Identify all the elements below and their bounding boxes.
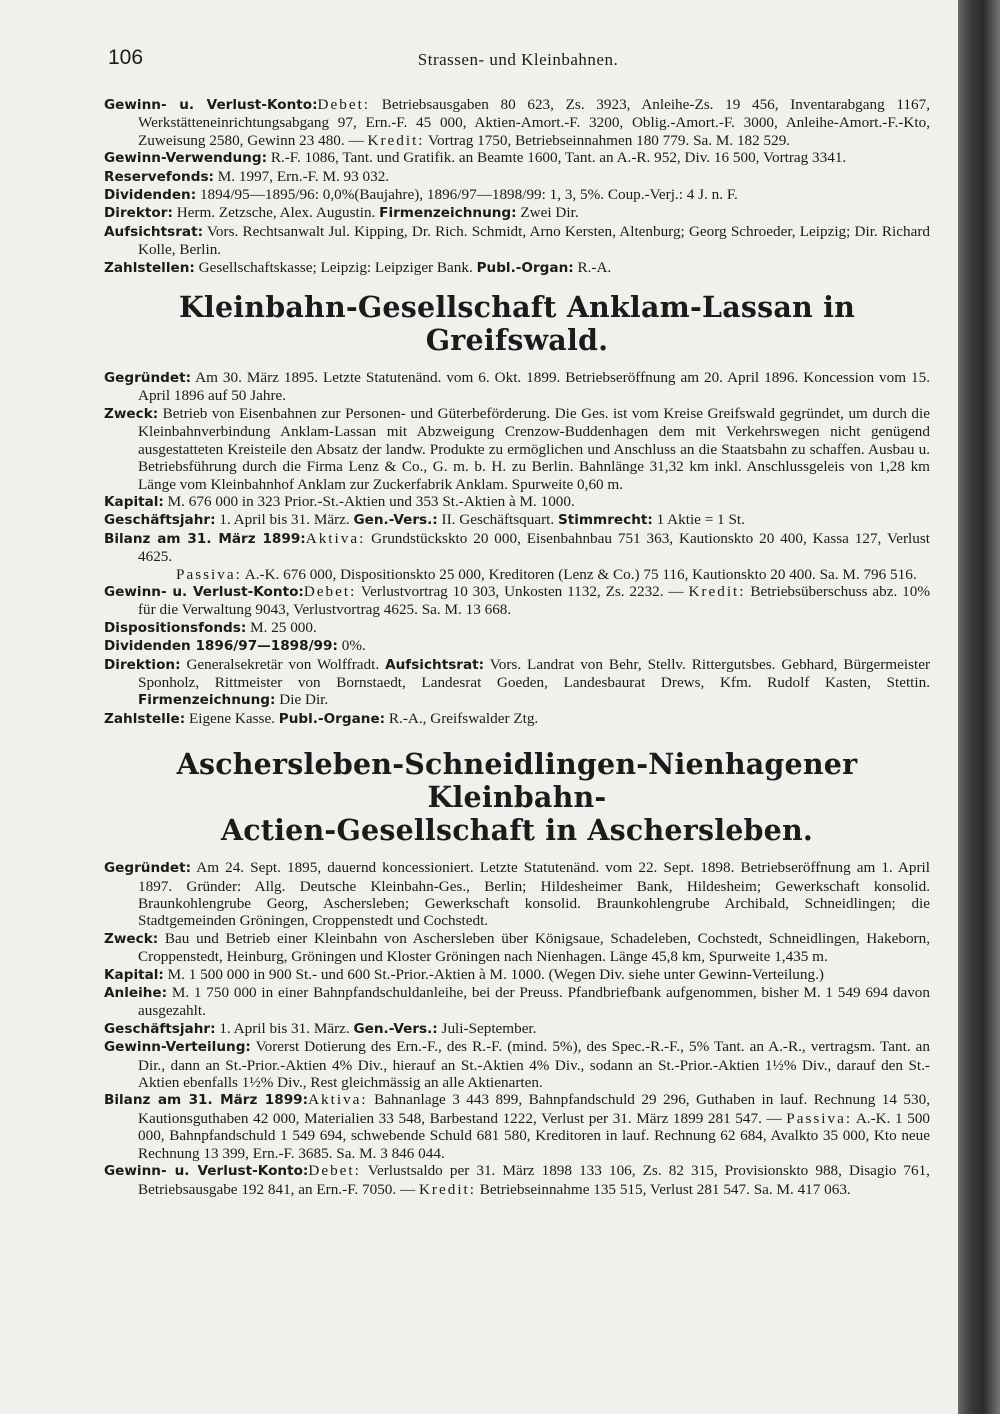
page-header [108,46,928,74]
entry-label: Zweck: [104,930,159,947]
entry-label: Geschäftsjahr: [104,1020,216,1037]
entry-text: Betriebsausgaben 80 623, Zs. 3923, Anleihe-Zs. 19 456, Inventarabgang 1167, Werkstätteneinrichtungsabgang 97, Ern.-F. 45 000, Aktien-Amort.-F. 3200, Oblig.-Amort.-F. 3000, Anleihe-Amort.-F.-Kto, Zuweisung 2580, Gewinn 23 480. — [138,96,930,149]
company-title-anklam-lassan: Kleinbahn-Gesellschaft Anklam-Lassan in Greifswald. [178,290,856,358]
entry-gewinn-u-verlust-konto [104,96,930,149]
entry-bilanz-am-31-märz-1899 [104,1091,930,1162]
entry-label: Gewinn-Verwendung: [104,150,268,167]
entry-zahlstellen [104,259,930,277]
entry-reservefonds [104,168,930,186]
entry-inline-label: Gen.-Vers.: [353,512,438,529]
entry-text: Betriebsüberschuss abz. 10% für die Verwaltung 9043, Verlustvortrag 4625. Sa. M. 13 668. [138,582,930,619]
entry-text: 1. April bis 31. März. [215,511,354,529]
entry-label: Anleihe: [104,985,168,1002]
entry-direktor [104,204,930,222]
entry-text: Die Dir. [275,691,329,709]
entry-text: R.-F. 1086, Tant. und Gratifik. an Beamte 1600, Tant. an A.-R. 952, Div. 16 500, Vortrag 3341. [267,149,847,167]
entry-label: Bilanz am 31. März 1899: [104,1092,309,1109]
page-body [104,96,930,1198]
entry-label: Aufsichtsrat: [104,223,203,240]
entry-aufsichtsrat [104,223,930,259]
entry-label: Zahlstellen: [104,259,195,276]
entry-label: Kapital: [104,493,164,510]
entry-text: R.-A. [573,258,612,276]
subheading-debet: Debet: [317,96,371,113]
entry-inline-label: Aufsichtsrat: [385,656,485,673]
entry-text: Generalsekretär von Wolffradt. [180,655,386,673]
entry-text: M. 1 500 000 in 900 St.- und 600 St.-Prior.-Aktien à M. 1000. (Wegen Div. siehe unter Gewinn-Verteilung.) [163,965,824,983]
entry-inline-label: Publ.-Organe: [278,710,386,727]
entry-text: Verlustvortrag 10 303, Unkosten 1132, Zs. 2232. — [356,582,689,600]
entry-label: Direktion: [104,656,181,673]
entry-label: Gewinn- u. Verlust-Konto: [104,583,304,600]
entry-kapital [104,966,930,984]
entry-text: R.-A., Greifswalder Ztg. [385,709,539,727]
page-number: 106 [108,46,144,69]
entry-label: Dividenden: [104,187,197,204]
entry-gegründet [104,859,930,930]
entry-label: Gewinn-Verteilung: [104,1039,251,1056]
company-title-aschersleben [104,748,930,847]
entry-label: Gewinn- u. Verlust-Konto: [104,97,318,113]
entry-text: 1894/95—1895/96: 0,0%(Baujahre), 1896/97—1898/99: 1, 3, 5%. Coup.-Verj.: 4 J. n. F. [196,186,738,204]
entry-text: Am 24. Sept. 1895, dauernd koncessioniert. Letzte Statutenänd. vom 22. Sept. 1898. Betriebseröffnung am 1. April 1897. Gründer: Allg. Deutsche Kleinbahn-Ges., Berlin; Hildesheimer Bank, Hildesheim; Gewerkschaft konsolid. Braunkohlengrube Georg, Aschersleben; Gewerkschaft konsolid. Braunkohlengrube Archibald, Schneidlingen; die Stadtgemeinden Gröningen, Croppenstedt und Cochstedt. [138,859,930,930]
entry-gewinn-u-verlust-konto [104,1162,930,1198]
running-title: Strassen- und Kleinbahnen. [417,50,619,69]
entry-text: Betriebseinnahme 135 515, Verlust 281 547. Sa. M. 417 063. [476,1180,851,1198]
entry-text: Vors. Landrat von Behr, Stellv. Rittergutsbes. Gebhard, Bürgermeister Sponholz, Rittmeister von Bornstaedt, Landesrat Goeden, Landesbaurat Drews, Kfm. Rudolf Kasten, Stettin. [138,655,930,691]
entry-inline-label: Firmenzeichnung: [138,692,276,709]
entry-text: Betrieb von Eisenbahnen zur Personen- und Güterbeförderung. Die Ges. ist vom Kreise Greifswald gegründet, um durch die Kleinbahnverbindung Anklam-Lassan mit Abzweigung Crenzow-Buddenhagen dem mit Verkehrswegen nicht genügend ausgestatteten Kreisteile den Absatz der landw. Produkte zu ermöglichen und Anschluss an die Staatsbahn zu schaffen. Ausbau u. Betriebsführung durch die Firma Lenz & Co., G. m. b. H. zu Berlin. Bahnlänge 31,32 km inkl. Anschlussgeleis von 1,28 km Länge vom Kleinbahnhof Anklam zur Zuckerfabrik Anklam. Spurweite 0,60 m. [138,404,930,493]
entry-text: Eigene Kasse. [185,709,279,727]
entry-label: Dividenden 1896/97—1898/99: [104,638,338,655]
subheading-aktiva: Aktiva: [305,529,366,547]
entry-text: 1. April bis 31. März. [215,1019,354,1037]
entry-text: Zwei Dir. [516,204,579,222]
entry-dividenden [104,186,930,204]
entry-text: A.-K. 1 500 000, Bahnpfandschuld 1 549 694, schwebende Schuld 681 580, Kreditoren in lauf. Rechnung 62 684, Avalkto 35 000, Kto neue Rechnung 13 399, Ern.-F. 3685. Sa. M. 3 846 044. [138,1109,931,1162]
section-anklam-lassan [104,369,930,728]
entry-label: Zahlstelle: [104,710,186,727]
entry-label: Bilanz am 31. März 1899: [104,530,306,547]
entry-text: Verlustsaldo per 31. März 1898 133 106, Zs. 82 315, Provisionskto 988, Disagio 761, Betriebsausgabe 192 841, an Ern.-F. 7050. — [138,1162,930,1198]
entry-text: Grundstückskto 20 000, Eisenbahnbau 751 363, Kautionskto 20 400, Kassa 127, Verlust 4625. [138,529,930,566]
entry-label: Dispositionsfonds: [104,619,247,636]
entry-gegründet [104,369,930,405]
entry-label: Geschäftsjahr: [104,512,216,529]
entry-text: 1 Aktie = 1 St. [652,511,745,529]
entry-text: Bahnanlage 3 443 899, Bahnpfandschuld 29 296, Guthaben in lauf. Rechnung 14 530, Kautionsguthaben 42 000, Materialien 33 548, Barbestand 1222, Verlust per 31. März 1899 281 547. — [138,1091,930,1127]
entry-passiva [104,566,930,583]
entry-dispositionsfonds [104,619,930,637]
entry-text: M. 1997, Ern.-F. M. 93 032. [213,167,390,185]
entry-kapital [104,493,930,511]
entry-geschäftsjahr [104,1020,930,1038]
subheading-debet: Debet: [308,1162,361,1180]
entry-label: Gegründet: [104,370,192,387]
subheading-debet: Debet: [303,582,357,600]
company-title-line-2: Actien-Gesellschaft in Aschersleben. [220,813,814,848]
entry-text: Am 30. März 1895. Letzte Statutenänd. vom 6. Okt. 1899. Betriebseröffnung am 20. April 1896. Koncession vom 15. April 1896 auf 50 Jahre. [138,369,930,405]
entry-label: Reservefonds: [104,168,214,185]
entry-zahlstelle [104,710,930,728]
entry-text: Bau und Betrieb einer Kleinbahn von Aschersleben über Königsaue, Schadeleben, Cochstedt, Schneidlingen, Hakeborn, Croppenstedt, Heinburg, Gröningen und Kloster Gröningen nach Nienhagen. Länge 45,8 km, Spurweite 1,435 m. [138,929,930,966]
entry-gewinn-verteilung [104,1038,930,1091]
entry-inline-label: Gen.-Vers.: [353,1020,438,1037]
entry-text: Gesellschaftskasse; Leipzig: Leipziger Bank. [194,258,477,276]
entry-label: Gewinn- u. Verlust-Konto: [104,1163,309,1180]
entry-geschäftsjahr [104,511,930,529]
entry-text: Vortrag 1750, Betriebseinnahmen 180 779. Sa. M. 182 529. [424,131,791,149]
entry-text: II. Geschäftsquart. [437,511,558,529]
entry-zweck [104,930,930,966]
entry-inline-label: Firmenzeichnung: [379,205,517,222]
entry-bilanz-am-31-märz-1899 [104,530,930,566]
entry-gewinn-u-verlust-konto [104,583,930,619]
subheading-kredit: Kredit: [418,1180,476,1198]
entry-text: Juli-September. [437,1019,537,1037]
entry-label: Zweck: [104,405,159,422]
entry-gewinn-verwendung [104,149,930,167]
entry-text: M. 1 750 000 in einer Bahnpfandschuldanleihe, bei der Preuss. Pfandbriefbank aufgenommen, bisher M. 1 549 694 davon ausgezahlt. [138,984,930,1020]
entry-direktion [104,656,930,710]
entry-text: A.-K. 676 000, Dispositionskto 25 000, Kreditoren (Lenz & Co.) 75 116, Kautionskto 20 400. Sa. M. 796 516. [241,565,917,583]
entry-anleihe [104,984,930,1020]
entry-label: Direktor: [104,205,173,222]
entry-label: Kapital: [104,966,164,983]
subheading-passiva: Passiva: [176,565,242,583]
entry-text: 0%. [337,637,366,655]
page-edge-shadow [958,0,1000,1414]
entry-text: Vorerst Dotierung des Ern.-F., des R.-F. (mind. 5%), des Spec.-R.-F., 5% Tant. an A.-R., vertragsm. Tant. an Dir., dann an St.-Prior.-Aktien 4% Div., hierauf an St.-Aktien 4% Div., sodann an St.-Prior.-Aktien 1½% Div., darauf den St.-Aktien ebenfalls 1½% Div., Rest gleichmässig an alle Aktienarten. [138,1038,930,1092]
entry-text: Herm. Zetzsche, Alex. Augustin. [172,204,380,222]
section-continued [104,96,930,277]
entry-label: Gegründet: [104,860,192,877]
subheading-passiva: Passiva: [786,1109,853,1127]
company-title-line-1: Aschersleben-Schneidlingen-Nienhagener Kleinbahn- [176,747,858,815]
section-aschersleben [104,859,930,1198]
subheading-aktiva: Aktiva: [308,1091,368,1109]
entry-text: M. 676 000 in 323 Prior.-St.-Aktien und 353 St.-Aktien à M. 1000. [163,492,575,510]
entry-zweck [104,405,930,493]
subheading-kredit: Kredit: [367,131,425,149]
entry-inline-label: Publ.-Organ: [476,259,574,276]
subheading-kredit: Kredit: [688,582,746,600]
entry-inline-label: Stimmrecht: [557,512,653,529]
entry-text: M. 25 000. [246,618,317,636]
entry-dividenden-1896-97-1898-99 [104,637,930,655]
entry-text: Vors. Rechtsanwalt Jul. Kipping, Dr. Rich. Schmidt, Arno Kersten, Altenburg; Georg Schroeder, Leipzig; Dir. Richard Kolle, Berlin. [138,222,930,259]
